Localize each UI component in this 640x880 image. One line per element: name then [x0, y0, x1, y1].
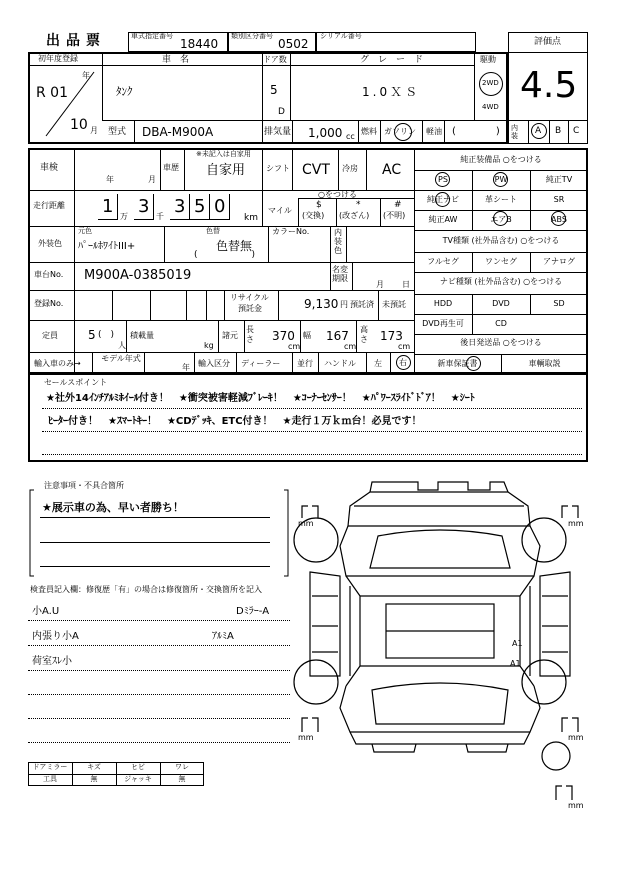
handle-left: 左: [374, 359, 382, 368]
km-unit: km: [244, 213, 258, 223]
height-unit: cm: [398, 342, 411, 351]
mm-front-left: mm: [298, 519, 314, 528]
mm-front-right: mm: [568, 519, 584, 528]
door-label: ドア数: [263, 55, 287, 64]
length-value: 370: [272, 329, 295, 343]
later-header: 後日発送品 ○をつける: [460, 338, 542, 347]
mm-spare: mm: [568, 801, 584, 810]
recycle-paid: 預託済: [350, 300, 374, 309]
model-label: 型式: [108, 127, 127, 137]
width-value: 167: [326, 329, 349, 343]
recycle-value: 9,130: [304, 297, 339, 311]
model-year-label: モデル年式: [101, 354, 141, 363]
fuel-gasoline: ガソリン: [384, 127, 416, 136]
inspection-month-unit: 月: [148, 175, 156, 184]
mileage-label: 走行距離: [33, 201, 65, 210]
odo-opt3: (不明): [383, 211, 406, 220]
capacity-value: 5: [88, 328, 96, 342]
interior-c: C: [573, 126, 580, 136]
height-value: 173: [380, 329, 403, 343]
equipment-item: DVD: [492, 299, 510, 308]
capacity-paren: ( ): [98, 330, 115, 340]
door-count: 5: [270, 83, 278, 97]
paint-value: 色替無: [216, 239, 253, 253]
sales-line-2: ﾋｰﾀｰ付き！ ★ｽﾏｰﾄｷｰ！ ★CDﾃﾞｯｷ、ETC付き！ ★走行１万ｋｍ台！必見です！: [48, 416, 422, 427]
dims-label: 諸元: [222, 331, 238, 340]
kg-unit: kg: [204, 341, 214, 350]
inspector-row1-right: Dﾐﾗｰ-A: [236, 606, 270, 617]
recycle-label-2: 預託金: [238, 304, 262, 313]
car-diagram: [290, 476, 590, 806]
equipment-item: 革シート: [485, 195, 517, 204]
equipment-item: PS: [438, 175, 448, 184]
legend-cell: 工具: [43, 775, 57, 783]
later-item: 新車保証書: [437, 359, 478, 368]
reg-label: 登録No.: [34, 299, 64, 308]
interior-a: A: [535, 126, 542, 136]
mile-label: マイル: [268, 206, 292, 215]
paint-paren: ( ): [194, 250, 256, 260]
shift-label: シフト: [266, 164, 290, 173]
sen-unit: 千: [156, 212, 164, 221]
odo-opt1: (交換): [302, 211, 325, 220]
equipment-item: SR: [553, 195, 565, 204]
original-color: ﾊﾟｰﾙﾎﾜｲﾄIII+: [78, 241, 136, 252]
length-unit: cm: [288, 342, 301, 351]
name-change-label: 名変期限: [332, 265, 348, 283]
odo-opt2: (改ざん): [339, 211, 370, 220]
class-number-label: 類別区分番号: [231, 32, 273, 40]
inspection-year-unit: 年: [106, 175, 114, 184]
equipment-item: エアB: [490, 215, 512, 224]
color-no-label: カラーNo.: [272, 227, 310, 236]
form-number-label: 車式指定番号: [131, 32, 173, 40]
notes-line-1: ★展示車の為、早い者勝ち！: [42, 501, 184, 514]
history-note: ※未記入は自家用: [196, 150, 251, 158]
import-type-label: 輸入区分: [198, 359, 230, 368]
legend-cell: 無: [90, 775, 98, 783]
equipment-item: SD: [553, 299, 565, 308]
sales-label: セールスポイント: [44, 378, 108, 387]
cc-unit: cc: [346, 132, 355, 141]
inspector-label: 検査員記入欄：修復歴「有」の場合は修復箇所・交換箇所を記入: [30, 585, 262, 594]
mileage-digit: 5: [194, 196, 206, 217]
handle-right: 右: [399, 358, 407, 367]
fuel-diesel: 軽油: [426, 127, 442, 136]
parallel-option: 並行: [297, 359, 313, 368]
legend-cell: キズ: [87, 763, 101, 771]
recycle-unpaid: 未預託: [382, 300, 406, 309]
class-number-value: 0502: [278, 37, 309, 51]
chassis-label: 車台No.: [34, 270, 64, 279]
legend-cell: ワレ: [175, 763, 189, 771]
shift-value: CVT: [302, 162, 330, 178]
displacement-label: 排気量: [264, 127, 292, 137]
nc-day-unit: 日: [402, 280, 410, 289]
displacement-value: 1,000: [308, 126, 343, 140]
score-value: 4.5: [520, 65, 578, 106]
recycle-label-1: リサイクル: [230, 293, 269, 302]
car-name: ﾀﾝｸ: [116, 85, 133, 98]
first-reg-month: 10: [70, 117, 88, 133]
handle-label: ハンドル: [324, 359, 356, 368]
man-unit: 万: [120, 212, 128, 221]
equipment-item: アナログ: [543, 257, 575, 266]
fuel-label: 燃料: [361, 127, 377, 136]
dvd-cd: CD: [495, 319, 507, 328]
grade-label: グ レ ー ド: [360, 55, 424, 65]
interior-b: B: [555, 126, 562, 136]
width-label: 幅: [303, 331, 311, 340]
equipment-selected-circle: [493, 172, 508, 187]
form-number-value: 18440: [180, 37, 219, 51]
inspector-row2-right: ｱﾙﾐA: [212, 631, 234, 642]
door-type: D: [278, 107, 285, 117]
capacity-label: 定員: [42, 331, 58, 340]
tv-header: TV種類 (社外品含む) ○をつける: [442, 236, 560, 245]
month-unit: 月: [90, 126, 98, 135]
ac-label: 冷房: [342, 164, 358, 173]
odo-opt1-sym: $: [316, 200, 322, 210]
inspector-row1-left: 小A.U: [32, 606, 60, 617]
model-year-unit: 年: [182, 363, 190, 372]
legend-cell: ドアミラー: [32, 763, 68, 771]
odo-opt3-sym: #: [394, 200, 402, 210]
inspector-row3-left: 荷室ｽﾚ小: [32, 656, 72, 667]
equipment-selected-circle: [435, 192, 450, 207]
legend-cell: ジャッキ: [124, 775, 152, 783]
length-label: 長さ: [246, 325, 254, 344]
year-unit: 年: [82, 71, 90, 80]
equipment-item: PW: [494, 175, 508, 184]
odo-opt2-sym: *: [356, 200, 361, 210]
grade-value: 1.0ＸＳ: [362, 85, 421, 99]
color-label: 外装色: [38, 239, 62, 248]
equipment-item: ABS: [551, 215, 567, 224]
notes-label: 注意事項・不具合箇所: [44, 481, 124, 490]
recycle-unit: 円: [340, 300, 348, 309]
ac-value: AC: [382, 162, 402, 178]
equipment-selected-circle: [551, 211, 566, 226]
model-value: DBA-M900A: [142, 125, 214, 139]
equipment-item: HDD: [433, 299, 453, 308]
equipment-item: フルセグ: [427, 257, 459, 266]
mm-rear-right: mm: [568, 733, 584, 742]
drive-2wd: 2WD: [482, 79, 499, 87]
equipment-item: 純正TV: [545, 175, 573, 184]
nav-header: ナビ種類 (社外品含む) ○をつける: [439, 277, 563, 286]
sales-line-1: ★社外14ｲﾝﾁｱﾙﾐﾎｲｰﾙ付き！ ★衝突被害軽減ﾌﾞﾚｰｷ！ ★ｺｰﾅｰｾﾝｻｰ！ ★ﾊﾟﾜｰｽﾗｲﾄﾞﾄﾞｱ！ ★ｼｰﾄ: [46, 393, 475, 404]
mileage-digit: 3: [138, 196, 150, 217]
equipment-item: 純正ナビ: [427, 195, 459, 204]
car-name-label: 車 名: [162, 55, 190, 65]
first-reg-year: R 01: [36, 85, 68, 101]
form-title: 出品票: [46, 33, 106, 49]
height-label: 高さ: [360, 325, 368, 344]
load-label: 積載量: [130, 331, 154, 340]
dealer-option: ディーラー: [241, 359, 281, 368]
paint-label: 色替: [206, 227, 220, 235]
person-unit: 人: [118, 341, 126, 350]
legend-cell: ヒビ: [131, 763, 145, 771]
mileage-digit: 1: [102, 196, 114, 217]
mm-rear-left: mm: [298, 733, 314, 742]
interior-label: 内装: [511, 124, 518, 140]
dvd-label: DVD再生可: [422, 319, 464, 328]
first-reg-label: 初年度登録: [38, 54, 78, 63]
mileage-digit: 0: [214, 196, 226, 217]
history-label: 車歴: [163, 163, 179, 172]
drive-4wd: 4WD: [482, 103, 499, 111]
equipment-selected-circle: [466, 356, 481, 371]
width-unit: cm: [344, 342, 357, 351]
equipment-item: 純正AW: [428, 215, 458, 224]
inspection-label: 車検: [40, 163, 59, 173]
equipment-selected-circle: [493, 211, 508, 226]
notes-bracket: [26, 481, 292, 582]
legend-cell: 無: [178, 775, 186, 783]
odo-circle-note: ○をつける: [318, 190, 357, 199]
serial-number-label: シリアル番号: [320, 32, 362, 40]
mileage-digit: 3: [174, 196, 186, 217]
score-label: 評価点: [534, 37, 562, 47]
interior-color-label: 内装色: [334, 228, 342, 255]
history-value: 自家用: [206, 163, 246, 178]
equipment-header: 純正装備品 ○をつける: [460, 155, 542, 164]
drive-label: 駆動: [480, 55, 496, 64]
inspector-row2-left: 内張り小A: [32, 631, 79, 642]
damage-mark-2: A1: [510, 659, 521, 668]
equipment-selected-circle: [435, 172, 450, 187]
damage-mark-1: A1: [512, 639, 523, 648]
later-item: 車輌取説: [528, 359, 561, 368]
import-label: 輸入車のみ→: [34, 359, 81, 368]
original-color-label: 元色: [78, 227, 92, 235]
nc-month-unit: 月: [376, 280, 384, 289]
equipment-item: ワンセグ: [485, 257, 517, 266]
chassis-value: M900A-0385019: [84, 268, 192, 283]
